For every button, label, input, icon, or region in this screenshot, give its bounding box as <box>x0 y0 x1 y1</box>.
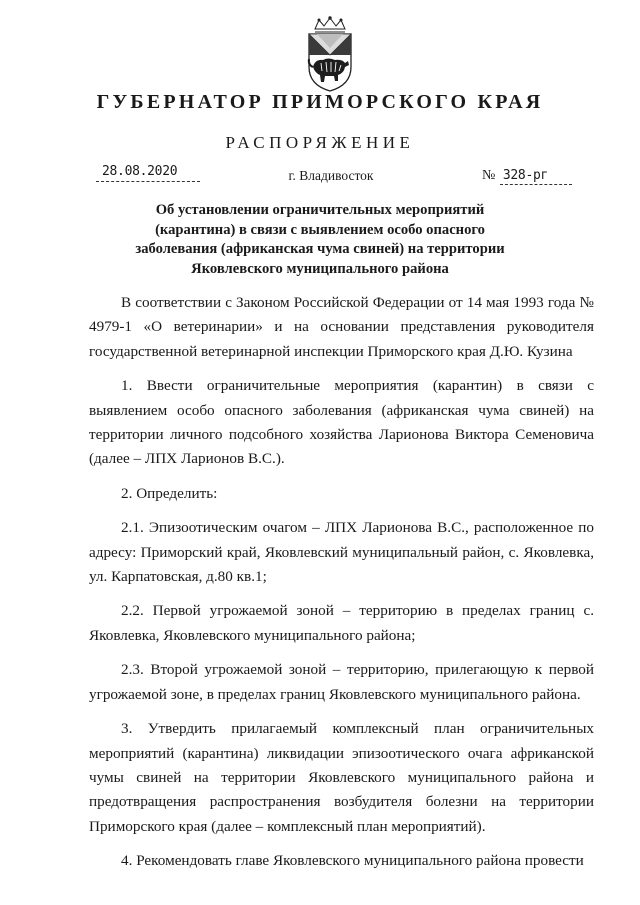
preamble-paragraph: В соответствии с Законом Российской Федерации от 14 мая 1993 года № 4979-1 «О ветеринарии» и на основании представления руководителя государственной ветеринарной инспекции Приморского края Д.Ю. Кузина <box>89 294 594 360</box>
clause-3: 3. Утвердить прилагаемый комплексный план ограничительных мероприятий (карантина) ликвидации эпизоотического очага африканской чумы свиней на территории Яковлевского муниципального района и предотвращения распространения возбудителя болезни на территории Приморского края (далее – комплексный план мероприятий). <box>89 720 594 835</box>
clause-1: 1. Ввести ограничительные мероприятия (карантин) в связи с выявлением особо опасного заболевания (африканская чума свиней) на территории личного подсобного хозяйства Ларионова Виктора Семеновича (далее – ЛПХ Ларионов В.С.). <box>89 377 594 468</box>
document-meta-row <box>0 164 640 188</box>
clause-2: 2. Определить: <box>121 484 218 502</box>
document-city: г. Владивосток <box>288 168 374 183</box>
coat-of-arms-icon <box>297 15 363 93</box>
clause-4: 4. Рекомендовать главе Яковлевского муниципального района провести <box>121 852 584 870</box>
clause-2-2: 2.2. Первой угрожаемой зоной – территорию в пределах границ с. Яковлевка, Яковлевского муниципального района; <box>89 602 594 644</box>
document-date: 28.08.2020 <box>102 164 178 179</box>
document-body <box>89 291 594 874</box>
clause-2-3: 2.3. Второй угрожаемой зоной – территорию, прилегающую к первой угрожаемой зоне, в пределах границ Яковлевского муниципального района. <box>89 661 594 703</box>
number-underline <box>500 184 572 185</box>
number-sign: № <box>482 168 496 183</box>
document-type-heading: РАСПОРЯЖЕНИЕ <box>225 133 415 152</box>
document-number <box>482 168 548 184</box>
clause-2-1: 2.1. Эпизоотическим очагом – ЛПХ Ларионова В.С., расположенное по адресу: Приморский край, Яковлевский муниципальный район, с. Яковлевка, ул. Карпатовская, д.80 кв.1; <box>89 519 594 586</box>
number-value: 328-рг <box>502 168 549 183</box>
document-title: Об установлении ограничительных мероприятий (карантина) в связи с выявлением особо опасного заболевания (африканская чума свиней) на территории Яковлевского муниципального района <box>135 202 505 277</box>
authority-heading: ГУБЕРНАТОР ПРИМОРСКОГО КРАЯ <box>96 91 544 113</box>
